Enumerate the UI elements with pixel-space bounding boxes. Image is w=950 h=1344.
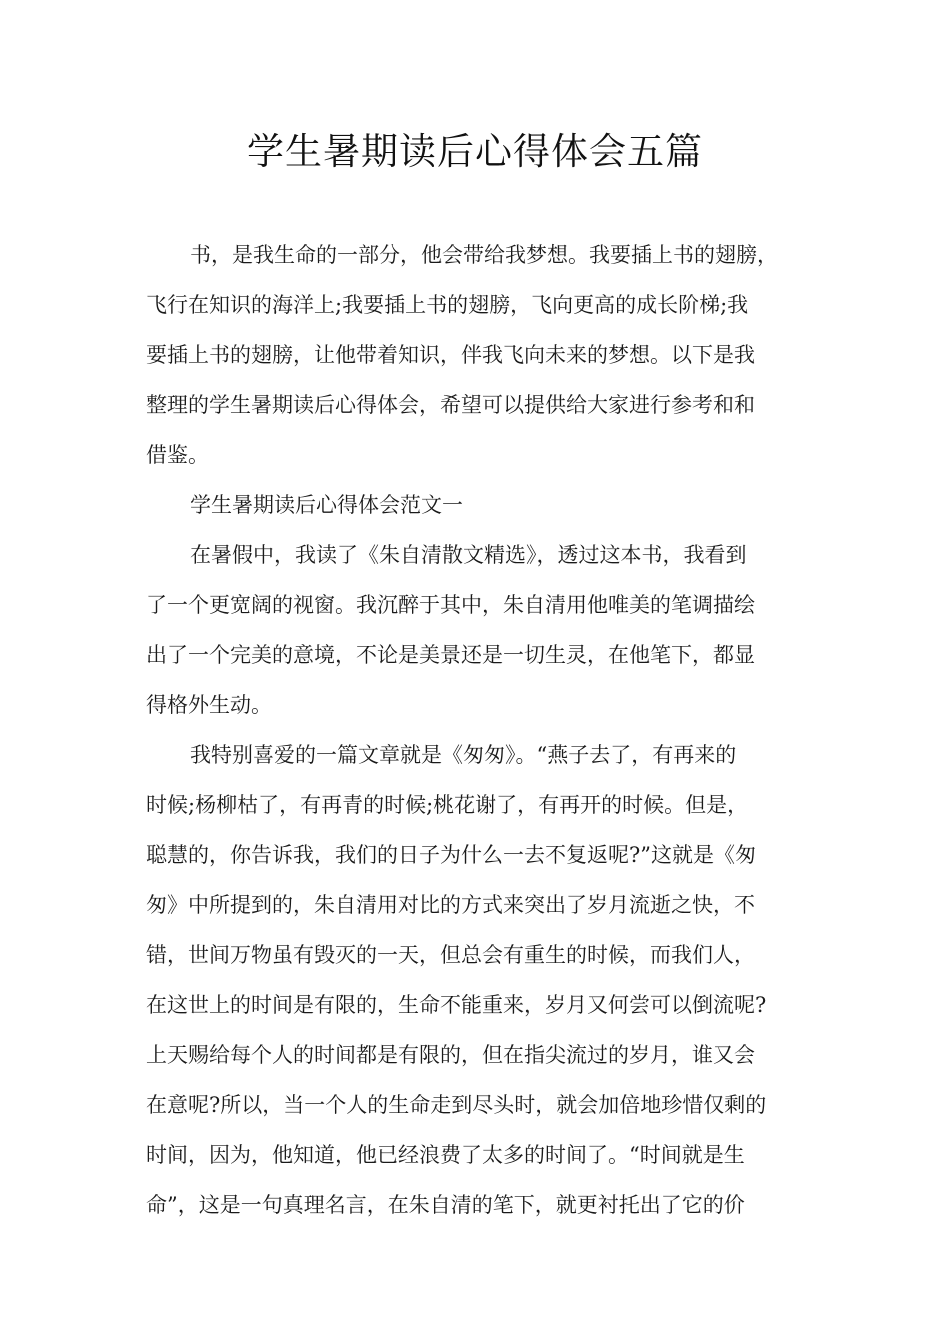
paragraph-line: 书，是我生命的一部分，他会带给我梦想。我要插上书的翅膀， bbox=[190, 243, 778, 267]
paragraph-line: 时候;杨柳枯了，有再青的时候;桃花谢了，有再开的时候。但是， bbox=[146, 793, 749, 817]
section-heading: 学生暑期读后心得体会范文一 bbox=[190, 493, 463, 517]
paragraph-line: 整理的学生暑期读后心得体会，希望可以提供给大家进行参考和和 bbox=[146, 393, 755, 417]
paragraph-line: 时间，因为，他知道，他已经浪费了太多的时间了。“时间就是生 bbox=[146, 1143, 745, 1167]
paragraph-line: 出了一个完美的意境，不论是美景还是一切生灵，在他笔下，都显 bbox=[146, 643, 755, 667]
paragraph-line: 了一个更宽阔的视窗。我沉醉于其中，朱自清用他唯美的笔调描绘 bbox=[146, 593, 755, 617]
paragraph-line: 飞行在知识的海洋上;我要插上书的翅膀，飞向更高的成长阶梯;我 bbox=[146, 293, 749, 317]
paragraph-line: 在暑假中，我读了《朱自清散文精选》，透过这本书，我看到 bbox=[190, 543, 747, 567]
paragraph-line: 匆》中所提到的，朱自清用对比的方式来突出了岁月流逝之快，不 bbox=[146, 893, 755, 917]
paragraph-line: 要插上书的翅膀，让他带着知识，伴我飞向未来的梦想。以下是我 bbox=[146, 343, 755, 367]
paragraph-line: 在这世上的时间是有限的，生命不能重来，岁月又何尝可以倒流呢? bbox=[146, 993, 767, 1017]
paragraph-line: 命”，这是一句真理名言，在朱自清的笔下，就更衬托出了它的价 bbox=[146, 1193, 745, 1217]
paragraph-line: 我特别喜爱的一篇文章就是《匆匆》。“燕子去了，有再来的 bbox=[190, 743, 737, 767]
paragraph-line: 错，世间万物虽有毁灭的一天，但总会有重生的时候，而我们人， bbox=[146, 943, 755, 967]
paragraph-line: 聪慧的，你告诉我，我们的日子为什么一去不复返呢?”这就是《匆 bbox=[146, 843, 756, 867]
document-body bbox=[146, 230, 812, 1230]
paragraph-line: 在意呢?所以，当一个人的生命走到尽头时，就会加倍地珍惜仅剩的 bbox=[146, 1093, 767, 1117]
paragraph-line: 得格外生动。 bbox=[146, 693, 272, 717]
paragraph-line: 上天赐给每个人的时间都是有限的，但在指尖流过的岁月，谁又会 bbox=[146, 1043, 755, 1067]
paragraph-line: 借鉴。 bbox=[146, 443, 209, 467]
document-title: 学生暑期读后心得体会五篇 bbox=[247, 130, 703, 173]
